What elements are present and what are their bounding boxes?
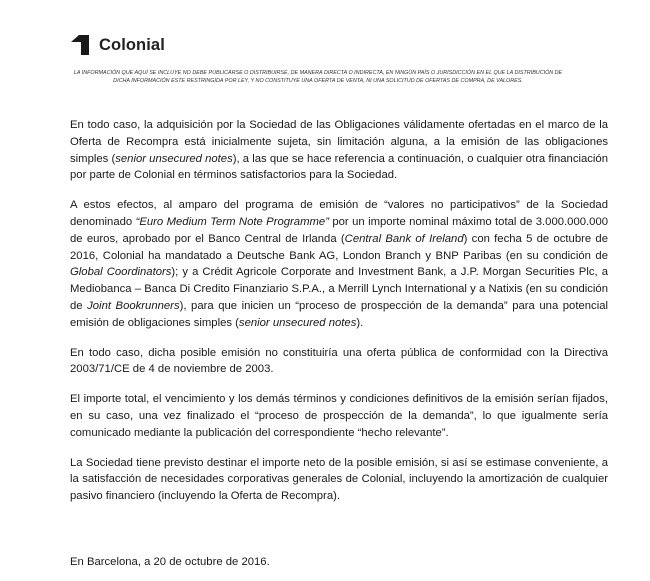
- paragraph-2-text-k: ).: [356, 316, 364, 329]
- paragraph-2: [70, 197, 608, 331]
- paragraph-2-text-a: A estos efectos, al amparo del programa de emisión de “valores no participativos” de la Sociedad denominado: [70, 199, 608, 228]
- logo: [70, 34, 165, 56]
- paragraph-2-text-e: ) con fecha 5 de octubre de 2016, Colonial ha mandatado a Deutsche Bank AG, London Branch y BNP Paribas (en su condición de: [70, 232, 609, 262]
- legal-disclaimer: [62, 69, 574, 85]
- paragraph-2-italic-h: Joint Bookrunners: [87, 299, 180, 312]
- paragraph-2-text-g: ); y a Crédit Agricole Corporate and Investment Bank, a J.P. Morgan Securities Plc, a Mediobanca – Banca Di Credito Finanziario S.P.A., a Merrill Lynch International y a Natixis (en su condición de: [70, 266, 608, 312]
- document-body: [70, 117, 608, 518]
- paragraph-1-text-c: ), a las que se hace referencia a continuación, o cualquier otra financiación por parte de Colonial en términos satisfactorios para la Sociedad.: [70, 152, 608, 182]
- paragraph-1: [70, 117, 608, 184]
- disclaimer-line-1: LA INFORMACIÓN QUE AQUÍ SE INCLUYE NO DEBE PUBLICARSE O DISTRIBUIRSE, DE MANERA DIRECTA O INDIRECTA, EN NINGÚN PAÍS O JURISDICCIÓN EN EL QUE LA DISTRIBUCIÓN DE: [73, 70, 563, 76]
- paragraph-2-italic-d: Central Bank of Ireland: [344, 232, 464, 245]
- logo-text: Colonial: [99, 35, 165, 54]
- paragraph-2-italic-b: “Euro Medium Term Note Programme”: [135, 215, 329, 228]
- paragraph-5: La Sociedad tiene previsto destinar el importe neto de la posible emisión, si así se estimase conveniente, a la satisfacción de necesidades corporativas generales de Colonial, incluyendo la amortización de cualquier pasivo financiero (incluyendo la Oferta de Recompra).: [70, 456, 608, 503]
- paragraph-2-italic-j: senior unsecured notes: [238, 316, 357, 329]
- paragraph-1-text-a: En todo caso, la adquisición por la Sociedad de las Obligaciones válidamente ofertadas en el marco de la Oferta de Recompra está inicialmente sujeta, sin limitación alguna, a la emisión de las obligaciones simples (: [70, 119, 608, 165]
- paragraph-2-text-i: ), para que inicien un “proceso de prospección de la demanda” para una potencial emisión de obligaciones simples (: [70, 299, 608, 329]
- paragraph-1-italic-b: senior unsecured notes: [115, 152, 233, 165]
- disclaimer-line-2: DICHA INFORMACIÓN ESTE RESTRINGIDA POR LEY, Y NO CONSTITUYE UNA OFERTA DE VENTA, NI UNA SOLICITUD DE OFERTAS DE COMPRA, DE VALORES.: [113, 78, 523, 84]
- place-date: En Barcelona, a 20 de octubre de 2016.: [70, 556, 270, 568]
- paragraph-2-italic-f: Global Coordinators: [70, 266, 172, 279]
- paragraph-4: El importe total, el vencimiento y los demás términos y condiciones definitivos de la emisión serían fijados, en su caso, una vez finalizado el “proceso de prospección de la demanda”, lo que igualmente sería comunicado mediante la publicación del correspondiente “hecho relevante”.: [70, 393, 608, 439]
- colonial-mark-icon: [70, 35, 90, 55]
- paragraph-3: En todo caso, dicha posible emisión no constituiría una oferta pública de conformidad con la Directiva 2003/71/CE de 4 de noviembre de 2003.: [70, 346, 608, 376]
- paragraph-2-text-c: por un importe nominal máximo total de 3.000.000.000 de euros, aprobado por el Banco Central de Irlanda (: [70, 215, 609, 245]
